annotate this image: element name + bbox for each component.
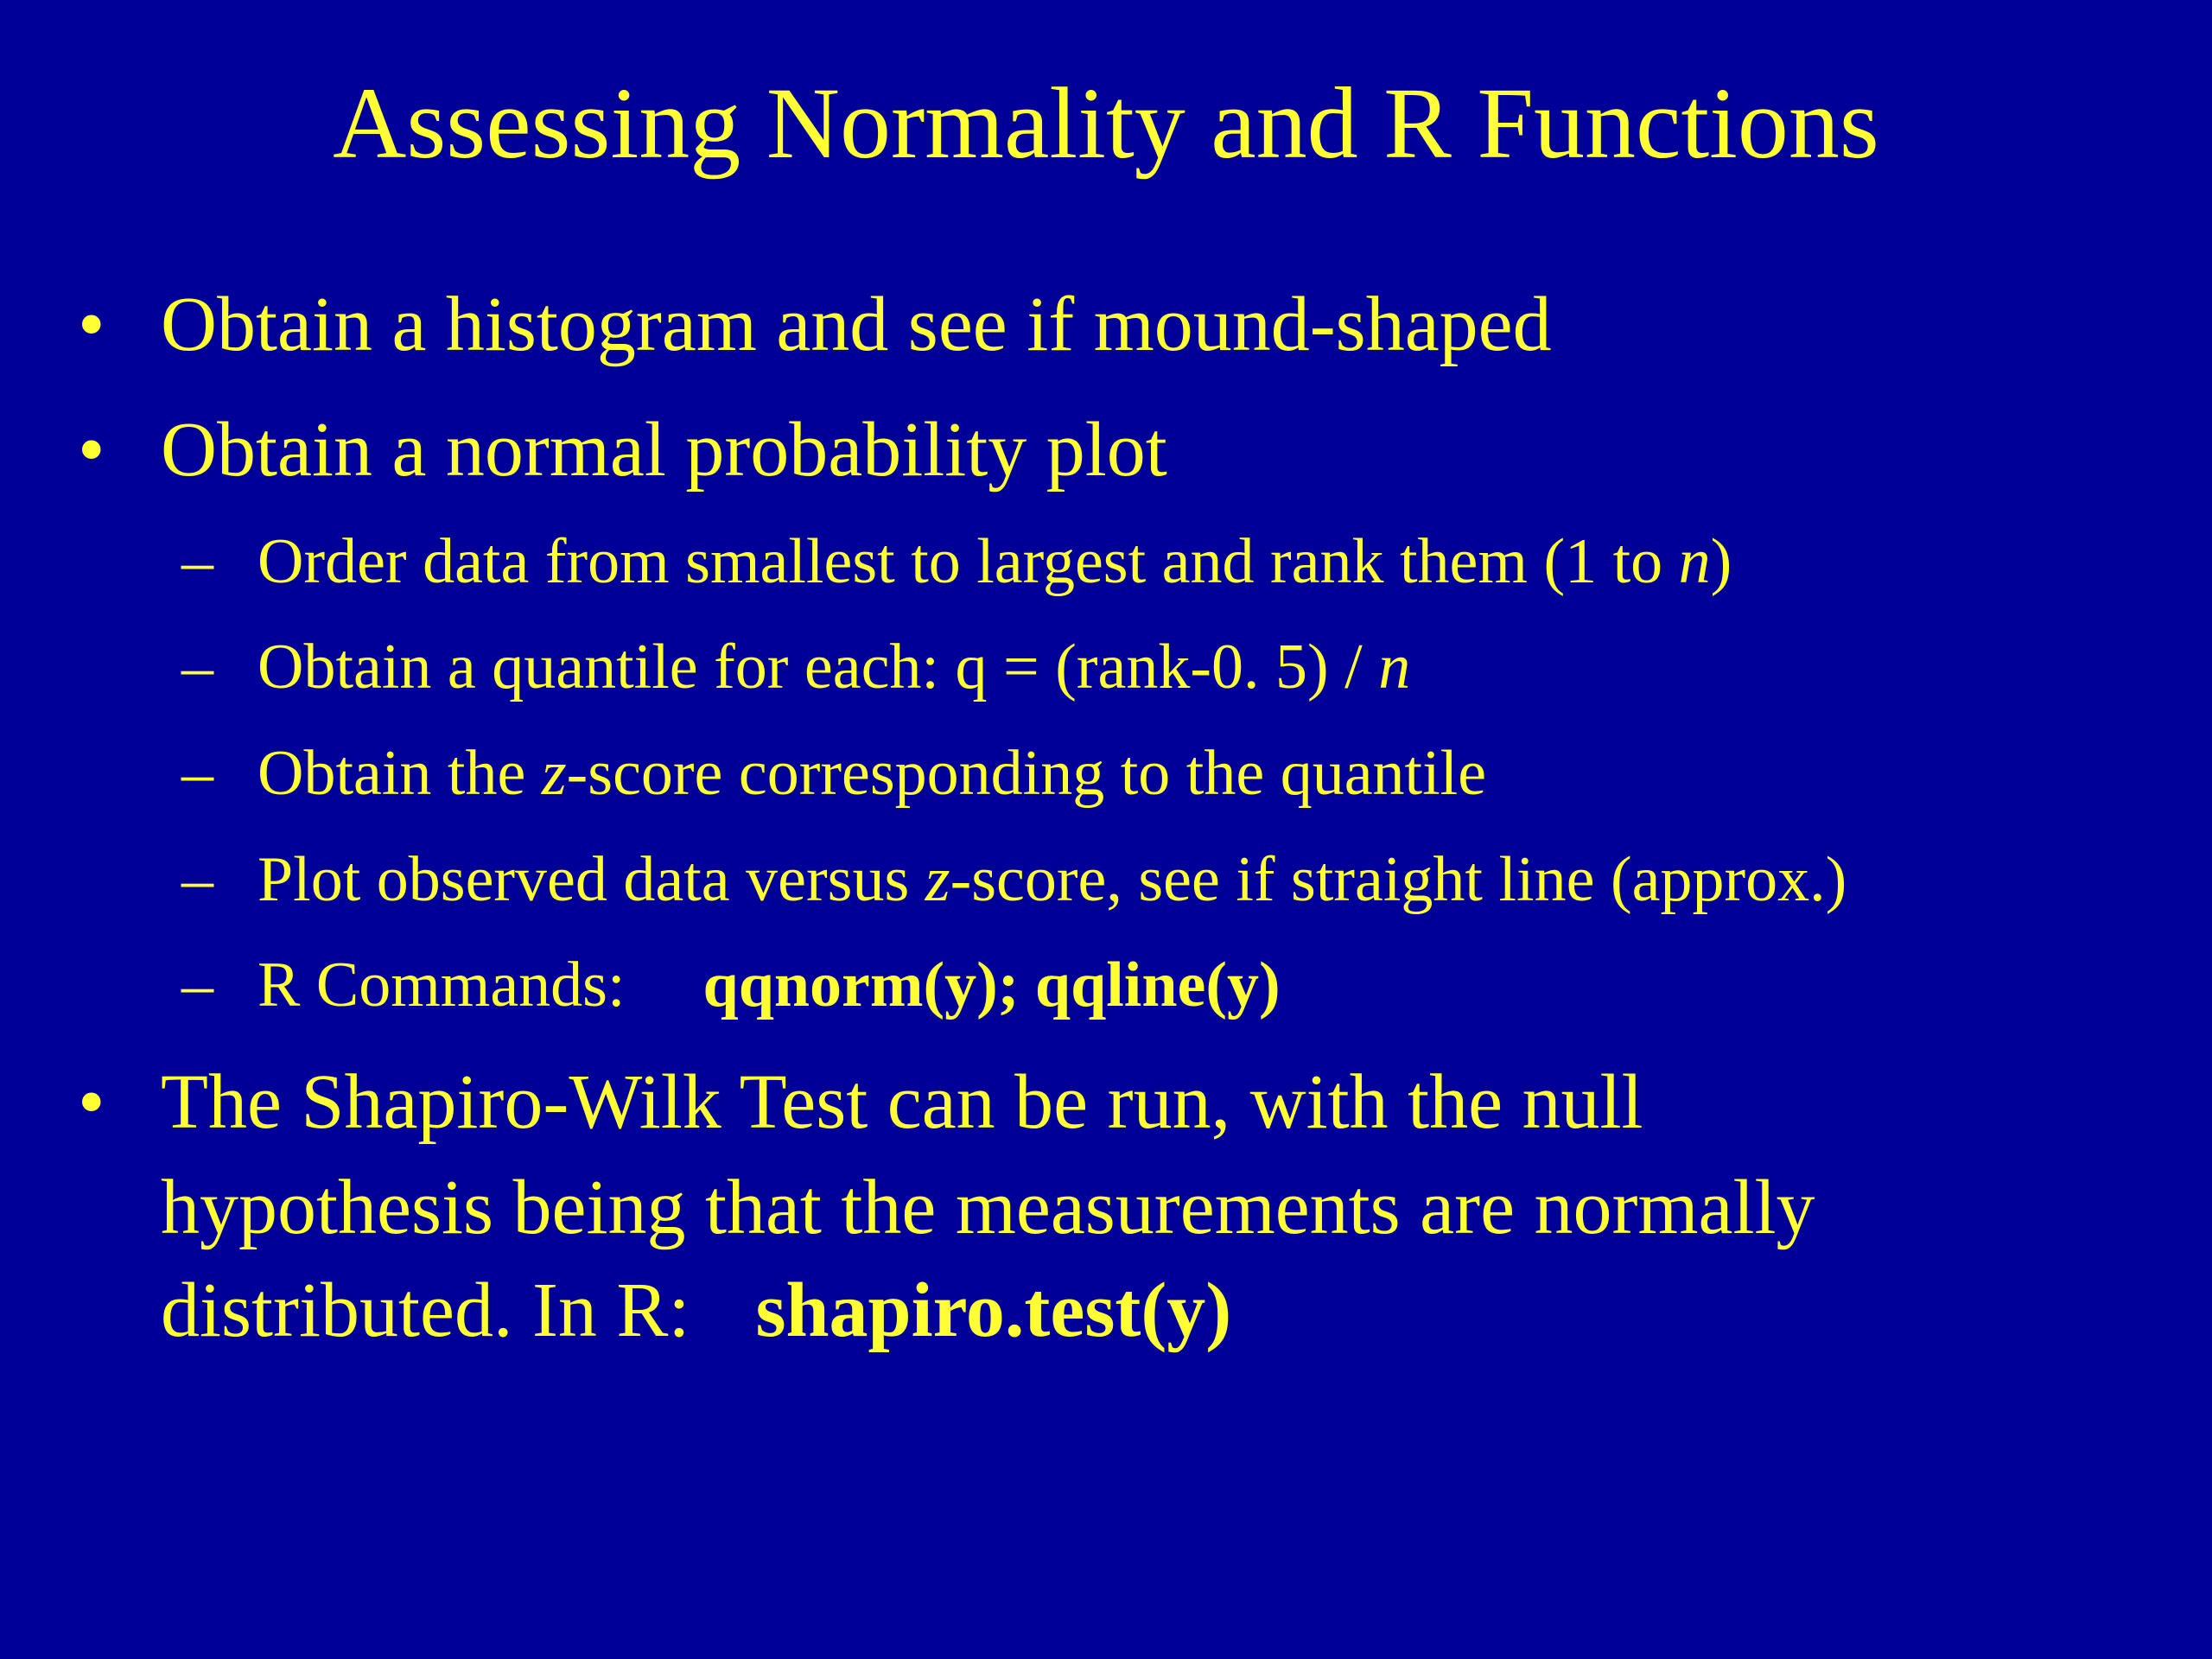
- dash-marker: –: [181, 632, 213, 702]
- bullet-marker: •: [78, 407, 105, 493]
- r-command-code: qqnorm(y); qqline(y): [702, 950, 1281, 1020]
- text-part: distributed. In R:: [161, 1268, 690, 1353]
- text-part: -score corresponding to the quantile: [566, 738, 1487, 809]
- bullet-marker: •: [78, 1059, 105, 1145]
- italic-variable: n: [1378, 632, 1411, 702]
- r-commands-label: R Commands:: [257, 950, 626, 1020]
- italic-variable: z: [925, 844, 950, 915]
- bullet-text-line-3: [161, 1258, 1231, 1363]
- dash-marker: –: [181, 844, 213, 915]
- text-part: Plot observed data versus: [257, 844, 925, 915]
- text-part: -score, see if straight line (approx.): [950, 844, 1847, 915]
- sub-bullet-text: [257, 624, 1410, 710]
- bullet-marker: •: [78, 282, 105, 367]
- sub-bullet-text: [257, 518, 1732, 605]
- text-part: Obtain the: [257, 738, 542, 809]
- text-part: ): [1710, 526, 1732, 597]
- text-part: Obtain a quantile for each: q = (rank-0. 5) /: [257, 632, 1379, 702]
- dash-marker: –: [181, 526, 213, 597]
- italic-variable: n: [1678, 526, 1711, 597]
- dash-marker: –: [181, 950, 213, 1020]
- text-part: Order data from smallest to largest and rank them (1 to: [257, 526, 1679, 597]
- slide-title: Assessing Normality and R Functions: [333, 67, 1879, 180]
- sub-bullet-text: [257, 836, 1847, 923]
- bullet-text-line-2: hypothesis being that the measurements are normally: [161, 1165, 1815, 1250]
- bullet-text: Obtain a histogram and see if mound-shaped: [161, 282, 1552, 367]
- italic-variable: z: [541, 738, 567, 809]
- sub-bullet-text: [257, 942, 1281, 1028]
- sub-bullet-text: [257, 730, 1486, 817]
- bullet-text-line-1: The Shapiro-Wilk Test can be run, with the null: [161, 1059, 1643, 1145]
- dash-marker: –: [181, 738, 213, 809]
- bullet-text: Obtain a normal probability plot: [161, 407, 1167, 493]
- r-command-code: shapiro.test(y): [755, 1268, 1232, 1353]
